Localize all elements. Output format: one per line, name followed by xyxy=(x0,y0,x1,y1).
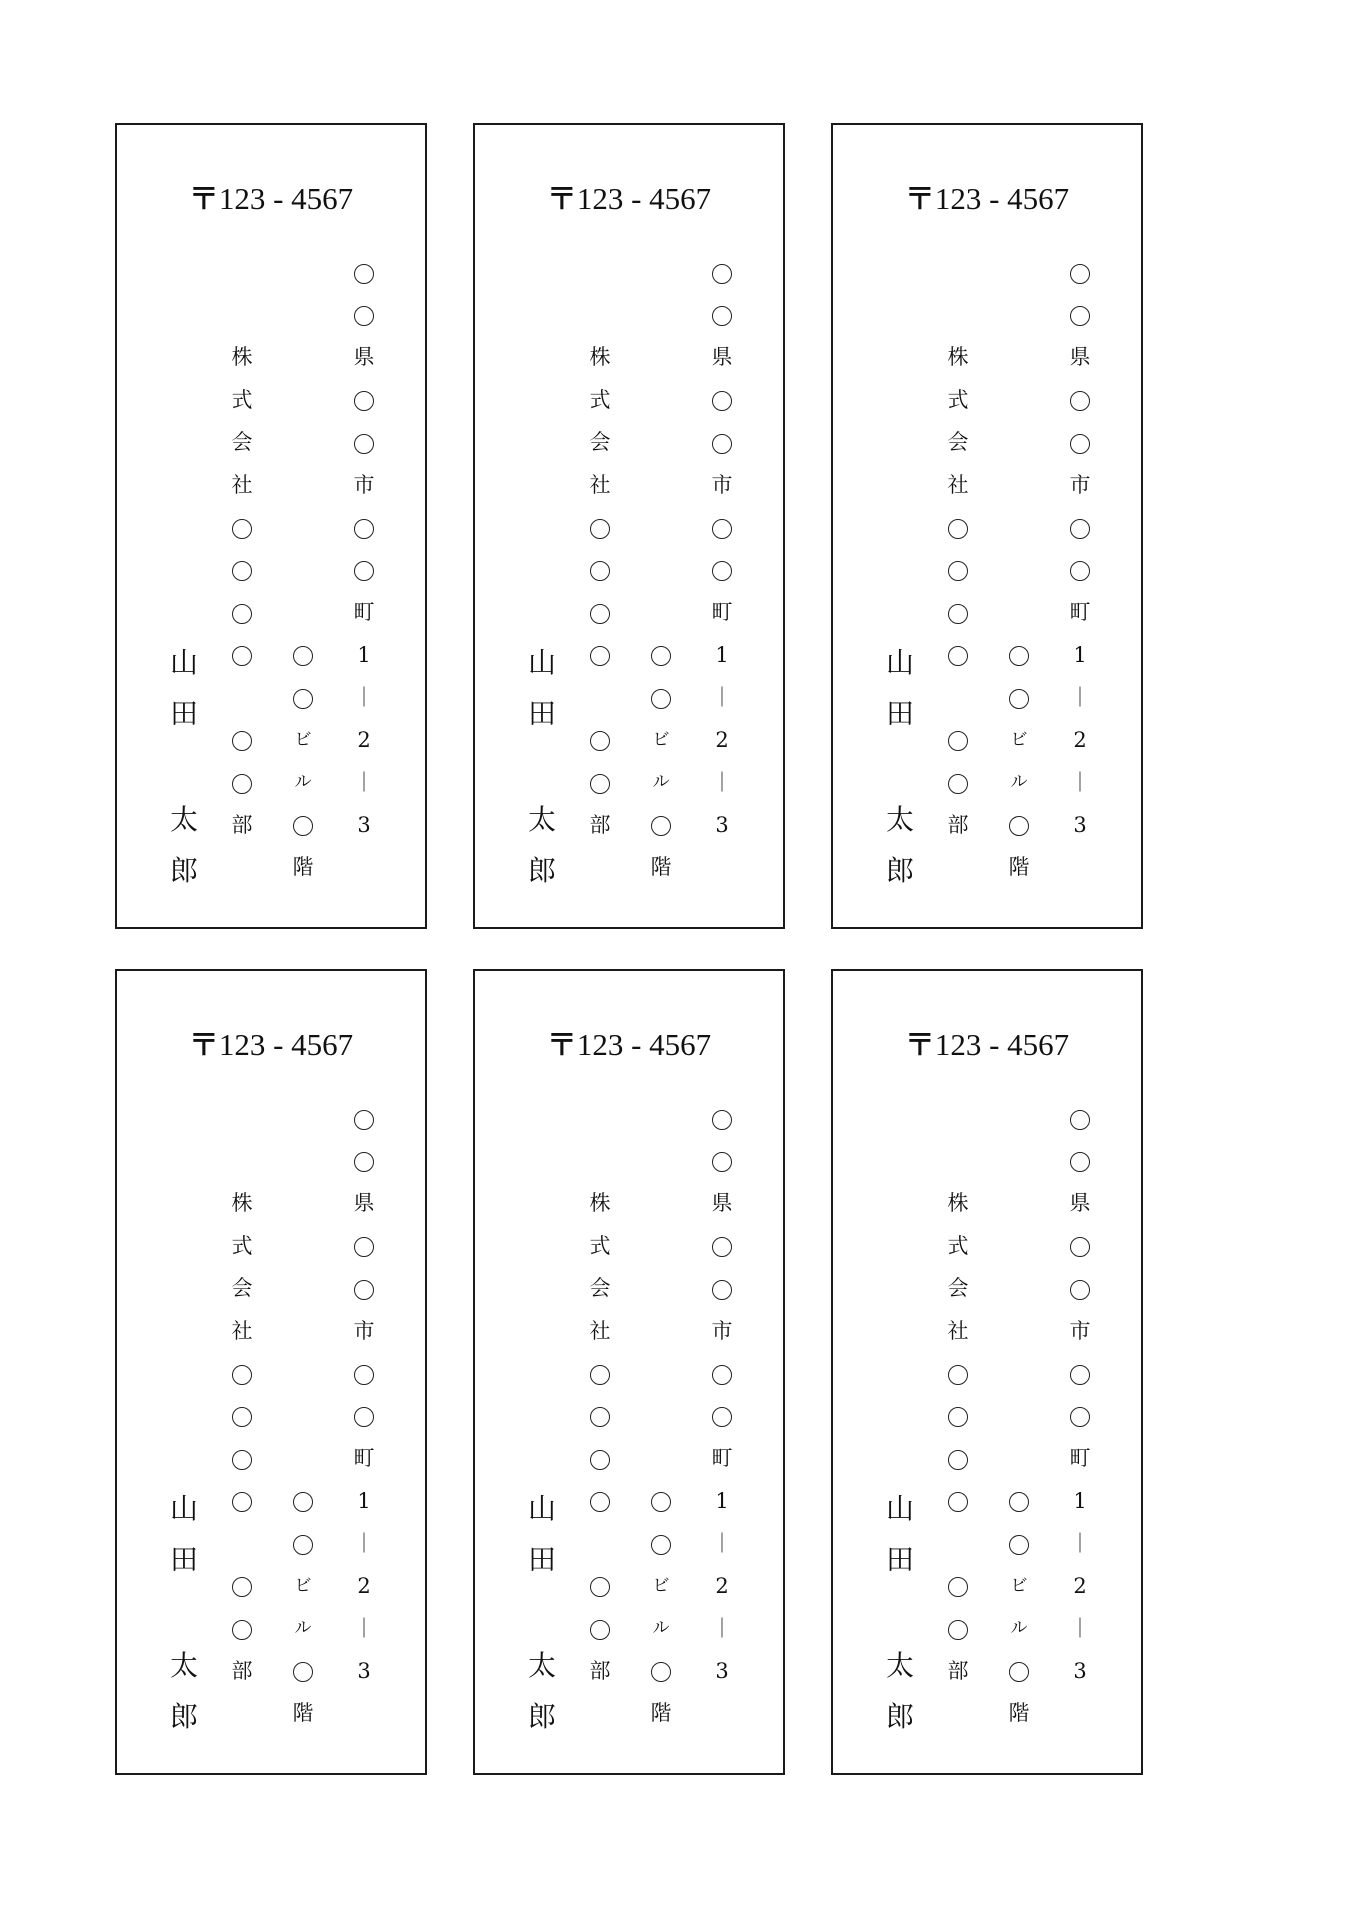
company-column-char: 会 xyxy=(947,1276,969,1300)
address-column-char: 2 xyxy=(1073,727,1087,752)
circle-placeholder-icon xyxy=(707,1103,737,1133)
circle-placeholder-icon xyxy=(288,1528,318,1558)
circle-placeholder-icon xyxy=(707,1273,737,1303)
circle-placeholder-icon xyxy=(288,1656,318,1686)
building-column-char: ビ xyxy=(294,1575,312,1596)
circle-placeholder-icon xyxy=(943,597,973,627)
recipient-name-column-char: 田 xyxy=(169,1543,198,1576)
recipient-name-column-char: 山 xyxy=(169,1492,198,1525)
circle-placeholder-icon xyxy=(707,427,737,457)
company-column-char: 部 xyxy=(947,812,969,837)
circle-placeholder-icon xyxy=(943,1443,973,1473)
company-column-char: 部 xyxy=(231,1658,253,1683)
address-column-char: ｜ xyxy=(354,1531,374,1555)
recipient-name-column-char: 郎 xyxy=(885,854,914,887)
address-column-char: 市 xyxy=(353,472,375,497)
circle-placeholder-icon xyxy=(585,1443,615,1473)
postal-mark-icon: 〒 xyxy=(188,1028,219,1063)
circle-placeholder-icon xyxy=(585,1401,615,1431)
company-column-char: 社 xyxy=(947,472,969,497)
address-column-char: ｜ xyxy=(1070,685,1090,709)
circle-placeholder-icon xyxy=(1065,1231,1095,1261)
circle-placeholder-icon xyxy=(707,257,737,287)
address-column-char: 県 xyxy=(711,1191,733,1215)
circle-placeholder-icon xyxy=(585,555,615,585)
recipient-name-column-char: 郎 xyxy=(169,854,198,887)
circle-placeholder-icon xyxy=(1065,555,1095,585)
building-column-char: ビ xyxy=(1010,1575,1028,1596)
circle-placeholder-icon xyxy=(227,1401,257,1431)
circle-placeholder-icon xyxy=(943,512,973,542)
address-column-char: 1 xyxy=(715,1488,729,1513)
circle-placeholder-icon xyxy=(227,1571,257,1601)
company-column-char: 式 xyxy=(589,387,611,412)
address-label-4 xyxy=(115,969,427,1775)
circle-placeholder-icon xyxy=(707,1358,737,1388)
address-column-char: 県 xyxy=(353,1191,375,1215)
circle-placeholder-icon xyxy=(227,1486,257,1516)
building-column-char: ル xyxy=(294,772,312,792)
company-column-char: 株 xyxy=(589,345,611,369)
circle-placeholder-icon xyxy=(1065,1358,1095,1388)
circle-placeholder-icon xyxy=(1065,512,1095,542)
circle-placeholder-icon xyxy=(288,640,318,670)
postal-code xyxy=(833,1023,1141,1068)
company-column-char: 会 xyxy=(589,430,611,454)
circle-placeholder-icon xyxy=(707,1146,737,1176)
company-column-char: 会 xyxy=(231,1276,253,1300)
circle-placeholder-icon xyxy=(227,1613,257,1643)
circle-placeholder-icon xyxy=(943,767,973,797)
address-column-char: 2 xyxy=(1073,1573,1087,1598)
company-column-char: 式 xyxy=(231,1233,253,1258)
company-column-char: 社 xyxy=(589,472,611,497)
company-column-char: 式 xyxy=(589,1233,611,1258)
postal-code xyxy=(117,177,425,222)
circle-placeholder-icon xyxy=(943,1358,973,1388)
company-column-char: 会 xyxy=(589,1276,611,1300)
circle-placeholder-icon xyxy=(349,1231,379,1261)
circle-placeholder-icon xyxy=(585,640,615,670)
address-column-char: ｜ xyxy=(712,1531,732,1555)
company-column-char: 株 xyxy=(947,1191,969,1215)
company-column-char: 社 xyxy=(947,1318,969,1343)
address-column-char: 3 xyxy=(715,812,729,837)
company-column-char: 式 xyxy=(947,387,969,412)
building-column-char: ル xyxy=(652,1618,670,1638)
address-column-char: ｜ xyxy=(354,1616,374,1640)
address-column-char: 県 xyxy=(711,345,733,369)
address-column-char: 2 xyxy=(357,727,371,752)
postal-mark-icon: 〒 xyxy=(546,182,577,217)
recipient-name-column-char: 山 xyxy=(885,646,914,679)
circle-placeholder-icon xyxy=(707,555,737,585)
postal-code-number: 123 - 4567 xyxy=(218,181,354,216)
address-column-char: 2 xyxy=(715,1573,729,1598)
circle-placeholder-icon xyxy=(349,512,379,542)
address-column-char: 町 xyxy=(711,600,733,624)
circle-placeholder-icon xyxy=(1065,427,1095,457)
recipient-name-column-char: 郎 xyxy=(527,854,556,887)
circle-placeholder-icon xyxy=(288,1486,318,1516)
building-column-char: ビ xyxy=(652,1575,670,1596)
circle-placeholder-icon xyxy=(349,1146,379,1176)
circle-placeholder-icon xyxy=(707,300,737,330)
circle-placeholder-icon xyxy=(349,300,379,330)
address-column-char: 県 xyxy=(353,345,375,369)
address-column-char: ｜ xyxy=(354,770,374,794)
circle-placeholder-icon xyxy=(288,810,318,840)
address-label-1 xyxy=(115,123,427,929)
address-column-char: 1 xyxy=(357,1488,371,1513)
circle-placeholder-icon xyxy=(943,1401,973,1431)
circle-placeholder-icon xyxy=(227,640,257,670)
address-column-char: ｜ xyxy=(354,685,374,709)
address-column-char: 市 xyxy=(711,472,733,497)
address-column-char: 町 xyxy=(1069,600,1091,624)
circle-placeholder-icon xyxy=(1065,1273,1095,1303)
circle-placeholder-icon xyxy=(349,555,379,585)
circle-placeholder-icon xyxy=(227,512,257,542)
company-column-char: 部 xyxy=(589,812,611,837)
circle-placeholder-icon xyxy=(349,1273,379,1303)
recipient-name-column-char: 太 xyxy=(527,803,556,836)
circle-placeholder-icon xyxy=(349,427,379,457)
address-column-char: 3 xyxy=(357,1658,371,1683)
circle-placeholder-icon xyxy=(646,682,676,712)
postal-code xyxy=(475,1023,783,1068)
building-column-char: ビ xyxy=(294,729,312,750)
address-column-char: 1 xyxy=(1073,1488,1087,1513)
company-column-char: 株 xyxy=(589,1191,611,1215)
circle-placeholder-icon xyxy=(585,1486,615,1516)
address-column-char: ｜ xyxy=(1070,770,1090,794)
postal-code-number: 123 - 4567 xyxy=(576,1027,712,1062)
circle-placeholder-icon xyxy=(227,555,257,585)
building-column-char: 階 xyxy=(1008,1701,1030,1725)
address-column-char: 市 xyxy=(711,1318,733,1343)
company-column-char: 部 xyxy=(231,812,253,837)
building-column-char: ル xyxy=(294,1618,312,1638)
circle-placeholder-icon xyxy=(1065,1103,1095,1133)
circle-placeholder-icon xyxy=(1065,1146,1095,1176)
recipient-name-column-char: 田 xyxy=(885,1543,914,1576)
company-column-char: 会 xyxy=(231,430,253,454)
recipient-name-column-char: 山 xyxy=(527,646,556,679)
address-column-char: 3 xyxy=(357,812,371,837)
postal-code xyxy=(833,177,1141,222)
building-column-char: ル xyxy=(652,772,670,792)
recipient-name-column-char: 太 xyxy=(169,1649,198,1682)
postal-mark-icon: 〒 xyxy=(904,182,935,217)
recipient-name-column-char: 郎 xyxy=(169,1700,198,1733)
address-column-char: 町 xyxy=(353,1446,375,1470)
circle-placeholder-icon xyxy=(585,1613,615,1643)
circle-placeholder-icon xyxy=(1004,682,1034,712)
circle-placeholder-icon xyxy=(646,640,676,670)
recipient-name-column-char: 田 xyxy=(885,697,914,730)
building-column-char: 階 xyxy=(292,855,314,879)
recipient-name-column-char: 山 xyxy=(527,1492,556,1525)
address-column-char: 市 xyxy=(353,1318,375,1343)
address-column-char: 町 xyxy=(711,1446,733,1470)
circle-placeholder-icon xyxy=(1065,257,1095,287)
address-column-char: 県 xyxy=(1069,345,1091,369)
recipient-name-column-char: 郎 xyxy=(885,1700,914,1733)
circle-placeholder-icon xyxy=(1004,1656,1034,1686)
company-column-char: 式 xyxy=(947,1233,969,1258)
circle-placeholder-icon xyxy=(943,555,973,585)
company-column-char: 株 xyxy=(947,345,969,369)
recipient-name-column-char: 太 xyxy=(169,803,198,836)
circle-placeholder-icon xyxy=(585,767,615,797)
circle-placeholder-icon xyxy=(349,1401,379,1431)
company-column-char: 社 xyxy=(231,472,253,497)
address-column-char: 市 xyxy=(1069,1318,1091,1343)
building-column-char: ビ xyxy=(652,729,670,750)
circle-placeholder-icon xyxy=(349,385,379,415)
address-column-char: 町 xyxy=(353,600,375,624)
company-column-char: 式 xyxy=(231,387,253,412)
address-column-char: 市 xyxy=(1069,472,1091,497)
circle-placeholder-icon xyxy=(943,725,973,755)
address-column-char: ｜ xyxy=(712,770,732,794)
address-column-char: 1 xyxy=(715,642,729,667)
circle-placeholder-icon xyxy=(1004,640,1034,670)
company-column-char: 社 xyxy=(589,1318,611,1343)
address-label-5 xyxy=(473,969,785,1775)
circle-placeholder-icon xyxy=(1004,810,1034,840)
building-column-char: ビ xyxy=(1010,729,1028,750)
circle-placeholder-icon xyxy=(227,1358,257,1388)
recipient-name-column-char: 山 xyxy=(169,646,198,679)
building-column-char: 階 xyxy=(650,855,672,879)
circle-placeholder-icon xyxy=(349,257,379,287)
company-column-char: 社 xyxy=(231,1318,253,1343)
building-column-char: ル xyxy=(1010,1618,1028,1638)
address-column-char: ｜ xyxy=(712,1616,732,1640)
postal-mark-icon: 〒 xyxy=(546,1028,577,1063)
building-column-char: ル xyxy=(1010,772,1028,792)
circle-placeholder-icon xyxy=(707,1231,737,1261)
recipient-name-column-char: 田 xyxy=(169,697,198,730)
address-column-char: 3 xyxy=(715,1658,729,1683)
address-column-char: ｜ xyxy=(712,685,732,709)
postal-code-number: 123 - 4567 xyxy=(934,1027,1070,1062)
circle-placeholder-icon xyxy=(227,767,257,797)
circle-placeholder-icon xyxy=(707,512,737,542)
address-column-char: 1 xyxy=(1073,642,1087,667)
circle-placeholder-icon xyxy=(1004,1528,1034,1558)
circle-placeholder-icon xyxy=(349,1103,379,1133)
circle-placeholder-icon xyxy=(585,1358,615,1388)
address-column-char: 2 xyxy=(715,727,729,752)
recipient-name-column-char: 田 xyxy=(527,697,556,730)
circle-placeholder-icon xyxy=(943,640,973,670)
postal-code-number: 123 - 4567 xyxy=(576,181,712,216)
address-column-char: 町 xyxy=(1069,1446,1091,1470)
recipient-name-column-char: 太 xyxy=(527,1649,556,1682)
circle-placeholder-icon xyxy=(646,810,676,840)
circle-placeholder-icon xyxy=(585,1571,615,1601)
circle-placeholder-icon xyxy=(646,1528,676,1558)
circle-placeholder-icon xyxy=(943,1571,973,1601)
postal-mark-icon: 〒 xyxy=(188,182,219,217)
circle-placeholder-icon xyxy=(1004,1486,1034,1516)
circle-placeholder-icon xyxy=(646,1656,676,1686)
circle-placeholder-icon xyxy=(227,597,257,627)
building-column-char: 階 xyxy=(650,1701,672,1725)
postal-code xyxy=(475,177,783,222)
address-label-3 xyxy=(831,123,1143,929)
circle-placeholder-icon xyxy=(1065,1401,1095,1431)
company-column-char: 株 xyxy=(231,1191,253,1215)
recipient-name-column-char: 郎 xyxy=(527,1700,556,1733)
address-column-char: 2 xyxy=(357,1573,371,1598)
company-column-char: 会 xyxy=(947,430,969,454)
circle-placeholder-icon xyxy=(585,512,615,542)
company-column-char: 部 xyxy=(589,1658,611,1683)
circle-placeholder-icon xyxy=(707,1401,737,1431)
postal-code xyxy=(117,1023,425,1068)
postal-code-number: 123 - 4567 xyxy=(218,1027,354,1062)
circle-placeholder-icon xyxy=(943,1486,973,1516)
building-column-char: 階 xyxy=(1008,855,1030,879)
circle-placeholder-icon xyxy=(707,385,737,415)
address-label-6 xyxy=(831,969,1143,1775)
address-column-char: 県 xyxy=(1069,1191,1091,1215)
circle-placeholder-icon xyxy=(585,597,615,627)
recipient-name-column-char: 山 xyxy=(885,1492,914,1525)
address-column-char: ｜ xyxy=(1070,1616,1090,1640)
circle-placeholder-icon xyxy=(646,1486,676,1516)
address-column-char: 3 xyxy=(1073,1658,1087,1683)
circle-placeholder-icon xyxy=(288,682,318,712)
company-column-char: 部 xyxy=(947,1658,969,1683)
recipient-name-column-char: 太 xyxy=(885,1649,914,1682)
circle-placeholder-icon xyxy=(227,725,257,755)
company-column-char: 株 xyxy=(231,345,253,369)
circle-placeholder-icon xyxy=(943,1613,973,1643)
address-label-2 xyxy=(473,123,785,929)
address-column-char: 1 xyxy=(357,642,371,667)
circle-placeholder-icon xyxy=(1065,385,1095,415)
building-column-char: 階 xyxy=(292,1701,314,1725)
postal-mark-icon: 〒 xyxy=(904,1028,935,1063)
circle-placeholder-icon xyxy=(1065,300,1095,330)
recipient-name-column-char: 田 xyxy=(527,1543,556,1576)
address-column-char: 3 xyxy=(1073,812,1087,837)
circle-placeholder-icon xyxy=(585,725,615,755)
address-column-char: ｜ xyxy=(1070,1531,1090,1555)
recipient-name-column-char: 太 xyxy=(885,803,914,836)
circle-placeholder-icon xyxy=(227,1443,257,1473)
postal-code-number: 123 - 4567 xyxy=(934,181,1070,216)
circle-placeholder-icon xyxy=(349,1358,379,1388)
